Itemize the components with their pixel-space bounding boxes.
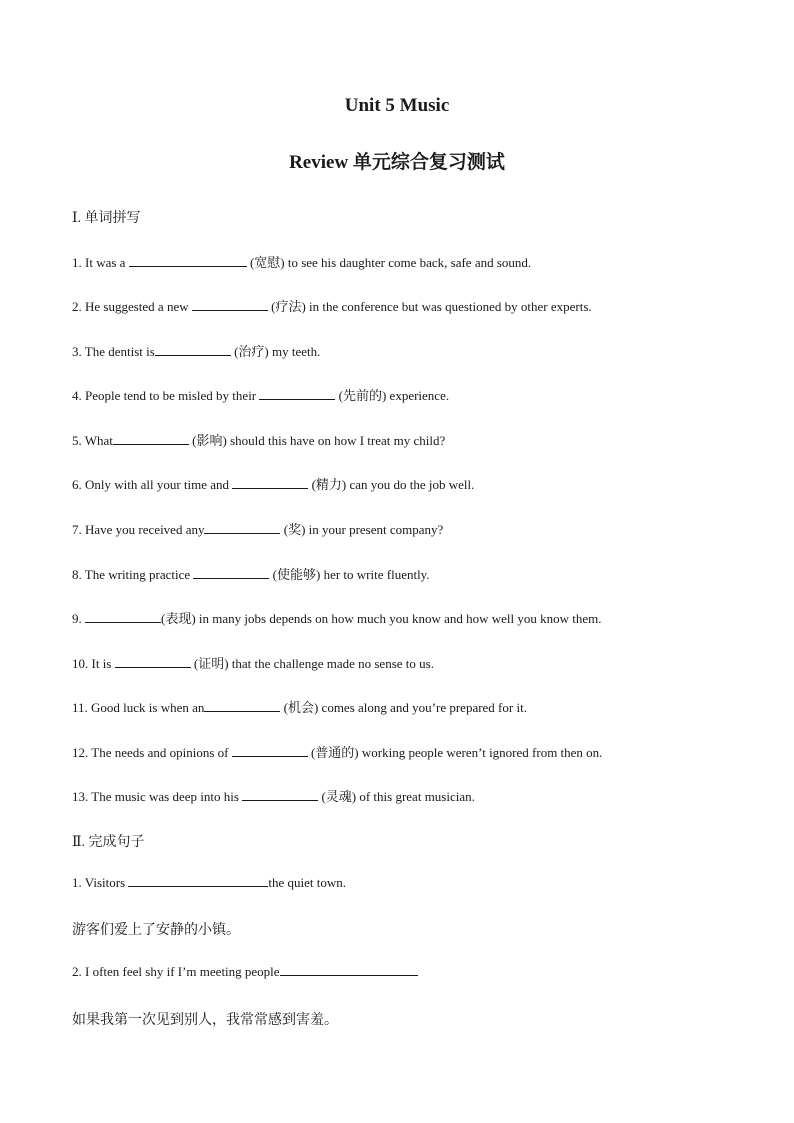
sentence-ending: the quiet town. — [268, 875, 347, 890]
question-hint: (灵魂) of this great musician. — [318, 789, 475, 804]
question-text: 13. The music was deep into his — [72, 789, 243, 804]
question-text: 12. The needs and opinions of — [72, 745, 232, 760]
question-hint: (使能够) her to write fluently. — [269, 567, 430, 582]
question-3 — [72, 341, 320, 360]
sentence-1-translation: 游客们爱上了安静的小镇。 — [72, 923, 240, 938]
question-text: 4. People tend to be misled by their — [72, 388, 260, 403]
answer-blank[interactable] — [232, 477, 308, 489]
answer-blank[interactable] — [259, 388, 335, 400]
question-12 — [72, 742, 602, 761]
answer-blank[interactable] — [85, 611, 161, 623]
sentence-1 — [72, 875, 346, 891]
question-text: 2. He suggested a new — [72, 299, 192, 314]
question-text: 7. Have you received any — [72, 522, 205, 537]
question-hint: (表现) in many jobs depends on how much you know and how well you know them. — [161, 611, 602, 626]
question-text: 6. Only with all your time and — [72, 477, 233, 492]
question-hint: (治疗) my teeth. — [230, 344, 321, 359]
section-heading-complete-sentences: Ⅱ. 完成句子 — [72, 835, 145, 850]
question-text: 9. — [72, 611, 85, 626]
question-2 — [72, 296, 592, 315]
question-hint: (精力) can you do the job well. — [308, 477, 475, 492]
question-13 — [72, 786, 475, 805]
question-hint: (疗法) in the conference but was questioned by other experts. — [267, 299, 592, 314]
question-hint: (奖) in your present company? — [280, 522, 444, 537]
question-10 — [72, 653, 434, 672]
answer-blank[interactable] — [155, 344, 231, 356]
answer-blank[interactable] — [115, 656, 191, 668]
question-11 — [72, 697, 527, 716]
answer-blank[interactable] — [204, 700, 280, 712]
question-7 — [72, 519, 443, 538]
question-text: 1. It was a — [72, 255, 129, 270]
question-text: 10. It is — [72, 656, 115, 671]
section-heading-word-spelling: Ⅰ. 单词拼写 — [72, 211, 141, 226]
question-1 — [72, 252, 531, 271]
sentence-2-translation: 如果我第一次见到别人，我常常感到害羞。 — [72, 1013, 338, 1028]
answer-blank[interactable] — [193, 567, 269, 579]
question-text: 5. What — [72, 433, 113, 448]
answer-blank[interactable] — [192, 299, 268, 311]
answer-blank[interactable] — [204, 522, 280, 534]
sentence-text: 2. I often feel shy if I’m meeting people — [72, 964, 280, 979]
answer-blank[interactable] — [280, 964, 418, 976]
sentence-text: 1. Visitors — [72, 875, 129, 890]
answer-blank[interactable] — [128, 875, 268, 887]
question-text: 8. The writing practice — [72, 567, 194, 582]
question-hint: (普通的) working people weren’t ignored from then on. — [307, 745, 603, 760]
question-9 — [72, 608, 602, 627]
page-title: Unit 5 Music — [344, 95, 450, 116]
page-subtitle: Review 单元综合复习测试 — [289, 152, 505, 173]
question-hint: (宽慰) to see his daughter come back, safe and sound. — [246, 255, 532, 270]
question-5 — [72, 430, 445, 449]
sentence-2 — [72, 964, 418, 980]
question-hint: (机会) comes along and you’re prepared for it. — [280, 700, 527, 715]
question-4 — [72, 385, 449, 404]
answer-blank[interactable] — [129, 255, 247, 267]
answer-blank[interactable] — [113, 433, 189, 445]
question-text: 3. The dentist is — [72, 344, 155, 359]
question-6 — [72, 474, 474, 493]
question-hint: (影响) should this have on how I treat my child? — [188, 433, 446, 448]
question-8 — [72, 564, 430, 583]
answer-blank[interactable] — [242, 789, 318, 801]
question-text: 11. Good luck is when an — [72, 700, 205, 715]
question-hint: (证明) that the challenge made no sense to us. — [190, 656, 434, 671]
question-hint: (先前的) experience. — [335, 388, 450, 403]
answer-blank[interactable] — [232, 745, 308, 757]
